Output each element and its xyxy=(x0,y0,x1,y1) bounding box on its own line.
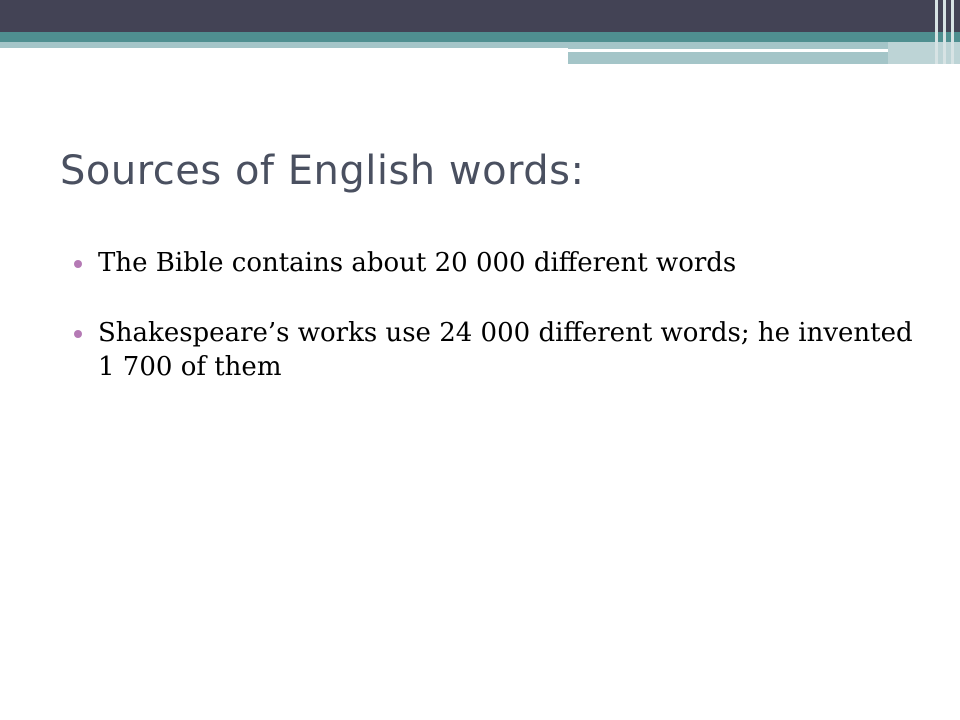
header-band-light-right xyxy=(568,42,888,64)
header-band-dark xyxy=(0,0,960,32)
header-band-teal xyxy=(0,32,960,42)
bullet-item xyxy=(68,246,928,280)
slide-title: Sources of English words: xyxy=(60,148,585,194)
bullet-item xyxy=(68,316,928,384)
bullet-list xyxy=(68,246,928,420)
bullet-text: Shakespeare’s works use 24 000 different words; he invented 1 700 of them xyxy=(98,318,913,382)
bullet-text: The Bible contains about 20 000 different words xyxy=(98,248,737,278)
bullet-marker-icon xyxy=(74,260,82,268)
header-band-light-left xyxy=(0,42,568,48)
corner-decoration xyxy=(928,0,960,64)
bullet-marker-icon xyxy=(74,330,82,338)
header-white-stripe xyxy=(568,49,888,52)
